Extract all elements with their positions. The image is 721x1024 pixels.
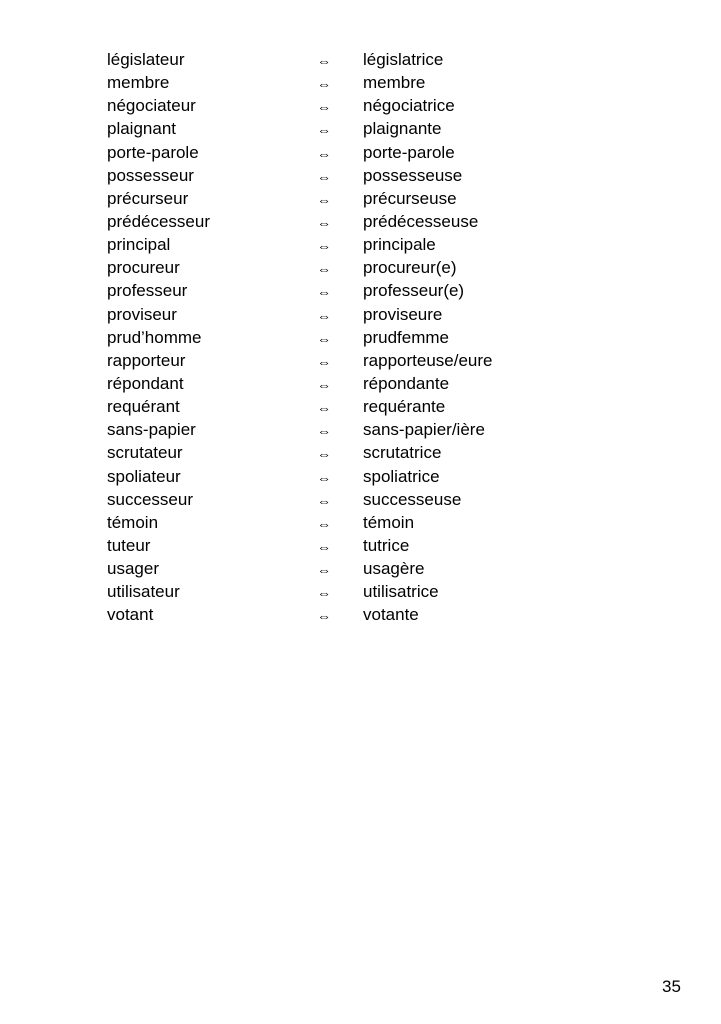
- masculine-term: utilisateur: [107, 582, 180, 602]
- double-arrow-icon: ⇔: [317, 99, 331, 116]
- double-arrow-icon: ⇔: [317, 469, 331, 486]
- masculine-term: précurseur: [107, 188, 189, 208]
- double-arrow-icon: ⇔: [317, 423, 331, 440]
- list-item: [107, 279, 607, 302]
- masculine-term: possesseur: [107, 165, 194, 185]
- list-item: [107, 210, 607, 233]
- feminine-term: législatrice: [363, 50, 444, 69]
- feminine-term: rapporteuse/eure: [363, 350, 493, 370]
- double-arrow-icon: ⇔: [317, 238, 331, 255]
- double-arrow-icon: ⇔: [317, 76, 331, 93]
- double-arrow-icon: ⇔: [317, 492, 331, 509]
- masculine-term: négociateur: [107, 96, 196, 116]
- masculine-term: témoin: [107, 512, 159, 532]
- list-item: [107, 303, 607, 326]
- feminine-term: négociatrice: [363, 96, 455, 116]
- masculine-term: procureur: [107, 258, 180, 278]
- double-arrow-icon: ⇔: [317, 400, 331, 417]
- double-arrow-icon: ⇔: [317, 284, 331, 301]
- double-arrow-icon: ⇔: [317, 330, 331, 347]
- list-item: [107, 372, 607, 395]
- list-item: [107, 94, 607, 117]
- list-item: [107, 580, 607, 603]
- feminine-term: possesseuse: [363, 165, 463, 185]
- list-item: [107, 534, 607, 557]
- double-arrow-icon: ⇔: [317, 608, 331, 625]
- feminine-term: principale: [363, 235, 436, 255]
- masculine-term: prédécesseur: [107, 211, 211, 231]
- masculine-term: tuteur: [107, 535, 151, 555]
- masculine-term: professeur: [107, 281, 188, 301]
- masculine-term: usager: [107, 559, 159, 579]
- masculine-term: rapporteur: [107, 350, 186, 370]
- list-item: [107, 141, 607, 164]
- double-arrow-icon: ⇔: [317, 307, 331, 324]
- masculine-term: successeur: [107, 489, 193, 509]
- list-item: [107, 603, 607, 626]
- masculine-term: porte-parole: [107, 142, 199, 162]
- list-item: [107, 48, 607, 71]
- masculine-term: prud’homme: [107, 327, 202, 347]
- list-item: [107, 349, 607, 372]
- feminine-term: scrutatrice: [363, 443, 442, 463]
- list-item: [107, 117, 607, 140]
- feminine-term: prédécesseuse: [363, 211, 479, 231]
- list-item: [107, 441, 607, 464]
- double-arrow-icon: ⇔: [317, 122, 331, 139]
- masculine-term: principal: [107, 235, 171, 255]
- list-item: [107, 511, 607, 534]
- double-arrow-icon: ⇔: [317, 353, 331, 370]
- double-arrow-icon: ⇔: [317, 562, 331, 579]
- feminine-term: spoliatrice: [363, 466, 440, 486]
- masculine-term: membre: [107, 73, 170, 93]
- double-arrow-icon: ⇔: [317, 261, 331, 278]
- list-item: [107, 557, 607, 580]
- feminine-term: porte-parole: [363, 142, 455, 162]
- feminine-term: proviseure: [363, 304, 443, 324]
- feminine-term: précurseuse: [363, 188, 457, 208]
- list-item: [107, 465, 607, 488]
- feminine-term: professeur(e): [363, 281, 465, 301]
- list-item: [107, 187, 607, 210]
- list-item: [107, 395, 607, 418]
- masculine-term: plaignant: [107, 119, 177, 139]
- feminine-term: répondante: [363, 373, 450, 393]
- masculine-term: sans-papier: [107, 420, 196, 440]
- double-arrow-icon: ⇔: [317, 538, 331, 555]
- double-arrow-icon: ⇔: [317, 53, 331, 69]
- page-number: 35: [662, 977, 681, 996]
- feminine-term: successeuse: [363, 489, 462, 509]
- double-arrow-icon: ⇔: [317, 585, 331, 602]
- list-item: [107, 71, 607, 94]
- list-item: [107, 233, 607, 256]
- double-arrow-icon: ⇔: [317, 145, 331, 162]
- feminine-term: votante: [363, 605, 419, 625]
- masculine-term: spoliateur: [107, 466, 181, 486]
- gender-pair-list: [107, 48, 607, 627]
- list-item: [107, 488, 607, 511]
- feminine-term: utilisatrice: [363, 582, 439, 602]
- masculine-term: votant: [107, 605, 154, 625]
- list-item: [107, 164, 607, 187]
- double-arrow-icon: ⇔: [317, 214, 331, 231]
- masculine-term: requérant: [107, 397, 180, 417]
- feminine-term: tutrice: [363, 535, 410, 555]
- double-arrow-icon: ⇔: [317, 191, 331, 208]
- double-arrow-icon: ⇔: [317, 168, 331, 185]
- masculine-term: législateur: [107, 50, 185, 69]
- double-arrow-icon: ⇔: [317, 446, 331, 463]
- feminine-term: usagère: [363, 559, 425, 579]
- feminine-term: procureur(e): [363, 258, 457, 278]
- list-item: [107, 256, 607, 279]
- feminine-term: membre: [363, 73, 426, 93]
- feminine-term: témoin: [363, 512, 415, 532]
- double-arrow-icon: ⇔: [317, 376, 331, 393]
- masculine-term: proviseur: [107, 304, 177, 324]
- feminine-term: plaignante: [363, 119, 442, 139]
- list-item: [107, 326, 607, 349]
- feminine-term: prudfemme: [363, 327, 449, 347]
- double-arrow-icon: ⇔: [317, 515, 331, 532]
- feminine-term: requérante: [363, 397, 446, 417]
- masculine-term: scrutateur: [107, 443, 183, 463]
- list-item: [107, 418, 607, 441]
- feminine-term: sans-papier/ière: [363, 420, 485, 440]
- masculine-term: répondant: [107, 373, 184, 393]
